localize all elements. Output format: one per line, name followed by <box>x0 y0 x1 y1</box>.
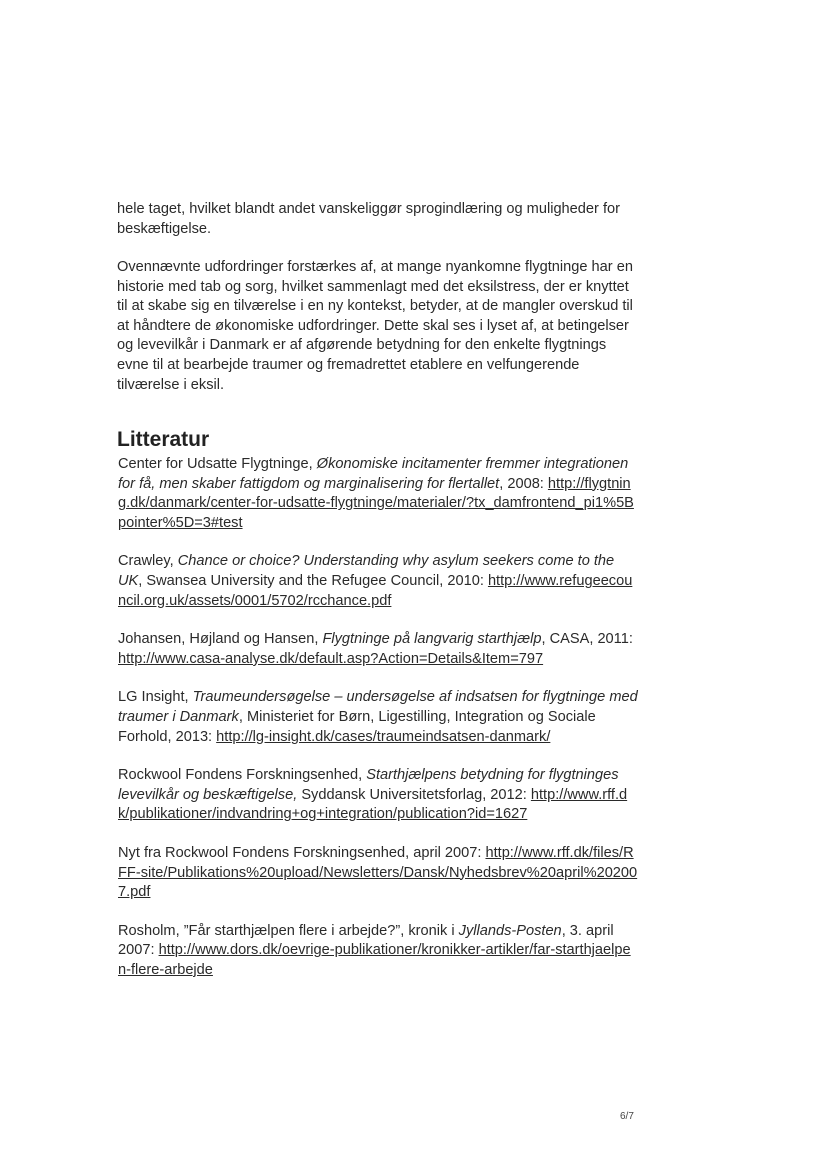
reference-link[interactable]: http://flygtning.dk/danmark/center-for-udsatte-flygtninge/materialer/?tx_damfrontend_pi1%5Bpointer%5D=3#test <box>118 475 634 531</box>
reference-publisher: , 2008: <box>499 475 548 492</box>
reference-link[interactable]: http://www.rff.dk/publikationer/indvandring+og+integration/publication?id=1627 <box>118 786 628 823</box>
reference-publisher: , 3. april 2007: <box>118 922 614 959</box>
reference-publisher: , Swansea University and the Refugee Council, 2010: <box>138 572 488 589</box>
reference-title: Økonomiske incitamenter fremmer integrationen for få, men skaber fattigdom og marginalisering for flertallet <box>118 456 629 492</box>
reference-title: Chance or choice? Understanding why asylum seekers come to the UK <box>118 553 615 589</box>
reference-item <box>118 844 638 903</box>
intro-paragraph-1 <box>117 200 637 239</box>
paragraph-text: Ovennævnte udfordringer forstærkes af, at mange nyankomne flygtninge har en historie med tab og sorg, hvilket sammenlagt med det eksilstress, der er knyttet til at skabe sig en tilværelse i en ny kontekst, betyder, at de mangler overskud til at håndtere de økonomiske udfordringer. Dette skal ses i lyset af, at betingelser og levevilkår i Danmark er af afgørende betydning for den enkelte flygtnings evne til at bearbejde traumer og fremadrettet etablere en velfungerende tilværelse i eksil. <box>117 259 633 393</box>
paragraph-text: hele taget, hvilket blandt andet vanskeliggør sprogindlæring og muligheder for beskæftigelse. <box>117 201 620 237</box>
reference-link[interactable]: http://www.dors.dk/oevrige-publikationer/kronikker-artikler/far-starthjaelpen-flere-arbejde <box>118 942 631 978</box>
reference-author: Center for Udsatte Flygtninge, <box>118 456 317 472</box>
reference-item <box>118 688 638 747</box>
reference-title: Jyllands-Posten <box>458 922 562 939</box>
reference-link[interactable]: http://www.casa-analyse.dk/default.asp?Action=Details&Item=797 <box>118 650 544 667</box>
reference-title: Starthjælpens betydning for flygtninges levevilkår og beskæftigelse, <box>118 767 619 803</box>
reference-item <box>118 552 638 611</box>
reference-publisher: Syddansk Universitetsforlag, 2012: <box>297 786 531 803</box>
reference-item <box>118 630 638 669</box>
reference-author: Crawley, <box>118 553 178 570</box>
reference-link[interactable]: http://www.rff.dk/files/RFF-site/Publikations%20upload/Newsletters/Dansk/Nyhedsbrev%20april%202007.pdf <box>118 844 638 901</box>
reference-author: Rockwool Fondens Forskningsenhed, <box>118 767 367 784</box>
reference-item <box>118 766 638 825</box>
reference-author: Johansen, Højland og Hansen, <box>118 631 323 648</box>
reference-list <box>118 455 638 999</box>
reference-link[interactable]: http://lg-insight.dk/cases/traumeindsatsen-danmark/ <box>216 728 551 745</box>
reference-publisher: , CASA, 2011: <box>541 631 633 648</box>
intro-paragraph-2 <box>117 258 637 395</box>
reference-link[interactable]: http://www.refugeecouncil.org.uk/assets/0001/5702/rcchance.pdf <box>118 572 633 609</box>
reference-author: LG Insight, <box>118 689 193 706</box>
reference-author: Nyt fra Rockwool Fondens Forskningsenhed, april 2007: <box>118 844 486 861</box>
reference-publisher: , Ministeriet for Børn, Ligestilling, Integration og Sociale Forhold, 2013: <box>118 708 596 745</box>
reference-item <box>118 455 638 533</box>
reference-author: Rosholm, ”Får starthjælpen flere i arbejde?”, kronik i <box>118 922 459 939</box>
page-number: 6/7 <box>620 1111 634 1122</box>
literature-heading: Litteratur <box>117 428 210 451</box>
reference-item <box>118 922 638 981</box>
reference-title: Traumeundersøgelse – undersøgelse af indsatsen for flygtninge med traumer i Danmark <box>118 689 638 725</box>
reference-title: Flygtninge på langvarig starthjælp <box>322 631 542 648</box>
